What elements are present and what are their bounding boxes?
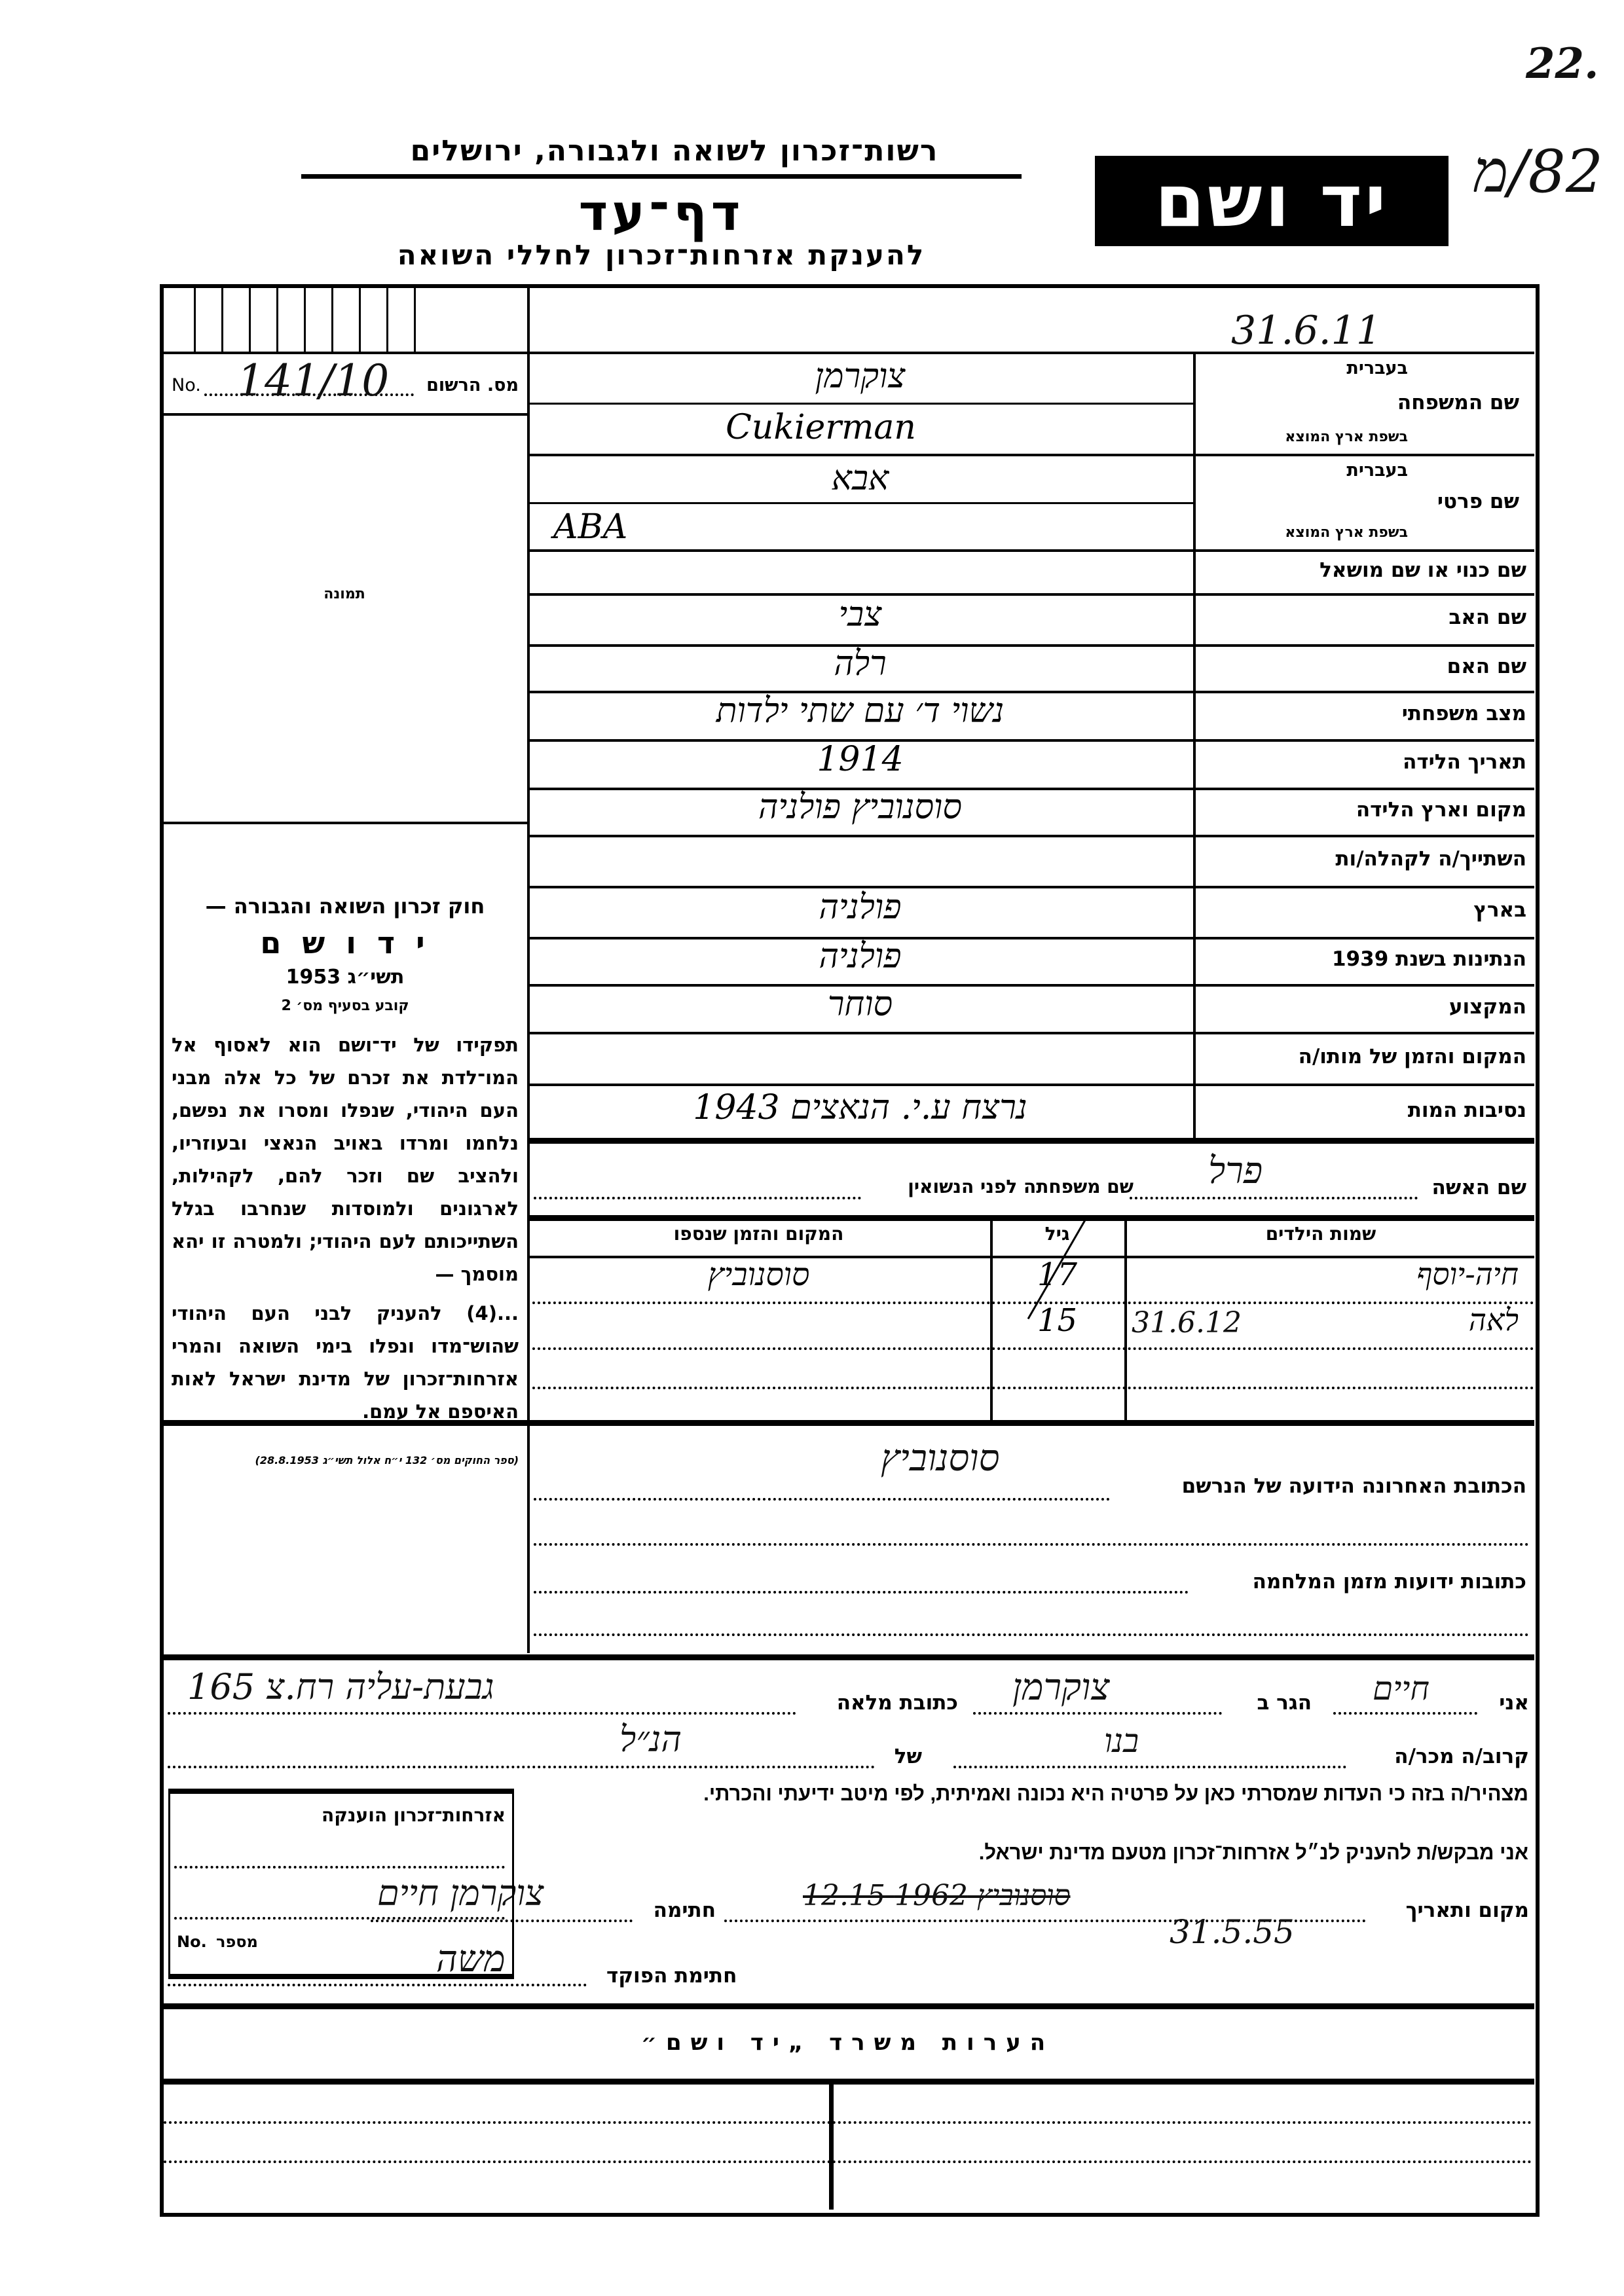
header-underline: [301, 174, 1022, 179]
resides-label: הגר ב: [1257, 1691, 1312, 1715]
dotted-line: [168, 1712, 796, 1715]
place-date-crossed-out: סוסנוביץ 1962 12.15: [803, 1879, 1071, 1912]
authority-name: רשות־זכרון לשואה ולגבורה, ירושלים: [410, 134, 939, 168]
given_name-hebrew-value[interactable]: אבא: [831, 459, 889, 498]
surname-hebrew-label: בעברית: [1346, 358, 1408, 378]
citizenship-no-label: No.: [177, 1933, 207, 1951]
given_name-label: שם פרטי: [1437, 490, 1519, 513]
tick-boxes: [161, 285, 528, 352]
place-date-value: 31.5.55: [1170, 1913, 1295, 1951]
form-row[interactable]: [527, 788, 1534, 835]
form-row[interactable]: [527, 644, 1534, 691]
yad-vashem-logo: [1095, 156, 1449, 246]
divider: [161, 2079, 1534, 2085]
divider: [527, 502, 1193, 504]
registration-number-value: 141/10: [237, 355, 390, 406]
surname-hebrew-value[interactable]: צוקרמן: [815, 357, 906, 396]
surname-label: שם המשפחה: [1397, 391, 1519, 414]
officer-signature-value: משה: [436, 1938, 506, 1980]
signature-label: חתימה: [653, 1899, 716, 1922]
notes-column-divider: [829, 2082, 834, 2210]
law-title: חוק זכרון השואה והגבורה —: [205, 894, 485, 919]
tick-box-divider: [304, 285, 306, 352]
photo-label: תמונה: [323, 586, 365, 602]
form-title: דף־עד: [578, 183, 745, 242]
wartime-address-label: כתובות ידועות מזמן המלחמה: [1252, 1570, 1526, 1594]
resides-value: צוקרמן: [1012, 1666, 1110, 1709]
law-year: תשי״ג 1953: [286, 966, 405, 989]
tick-box-divider: [359, 285, 361, 352]
law-excerpt: [172, 894, 519, 1467]
full-address-value: גבעת-עליה רח.צ 165: [187, 1666, 494, 1707]
row-value: 1914: [817, 740, 904, 779]
row-value: רלה: [834, 644, 887, 683]
last-address-label: הכתובת האחרונה הידועה של הנרשם: [1181, 1474, 1526, 1498]
law-paragraph-2: ...(4) להעניק לבני העם היהודי שהוש־מדו ונפלו בימי השואה והמרי אזרחות־זכרון של מדינת ישראל לאות האיספם אל עמם.: [172, 1302, 519, 1423]
signature-value: צוקרמן חיים: [377, 1872, 544, 1914]
citizenship-granted-box: [168, 1789, 514, 1979]
surname-native-value[interactable]: Cukierman: [726, 408, 916, 447]
divider: [527, 1215, 1534, 1221]
children-age-header: גיל: [1044, 1223, 1070, 1245]
row-label: תאריך הלידה: [1403, 750, 1526, 774]
row-label: המקום והזמן של מותו/ה: [1298, 1044, 1526, 1068]
dotted-line: [534, 1543, 1529, 1546]
row-value: סוסנוביץ פולניה: [758, 788, 962, 827]
dotted-line: [534, 1498, 1110, 1501]
tick-box-divider: [414, 285, 416, 352]
declarant-name: חיים: [1373, 1669, 1430, 1707]
top-date: 31.6.11: [1231, 308, 1382, 354]
row-label: מקום וארץ הלידה: [1356, 798, 1526, 822]
children-place-header: המקום והזמן שנספו: [673, 1223, 844, 1245]
relative-value: בנו: [1104, 1722, 1139, 1760]
registration-label: מס. הרשום: [426, 375, 519, 395]
of-label: של: [894, 1745, 922, 1768]
dotted-line: [534, 1197, 861, 1199]
row-label: מצב משפחתי: [1401, 702, 1526, 725]
law-name: י ד ו ש ם: [260, 925, 430, 960]
tick-box-divider: [386, 285, 388, 352]
child-row[interactable]: [527, 1387, 1534, 1420]
dotted-line: [1130, 1197, 1418, 1199]
form-row[interactable]: [527, 1084, 1534, 1139]
form-row[interactable]: [527, 549, 1534, 593]
given_name-native-label: בשפת ארץ המוצא: [1285, 524, 1408, 541]
child-place-of-death: סוסנוביץ: [707, 1256, 810, 1293]
dotted-line: [174, 1917, 505, 1920]
declaration-request: אני מבקש/ת להעניק לנ״ל אזרחות־זכרון מטעם מדינת ישראל.: [978, 1841, 1528, 1864]
notes-title: הערות משרד „יד ושם״: [640, 2030, 1055, 2056]
child-row[interactable]: [527, 1347, 1534, 1387]
tick-box-divider: [276, 285, 278, 352]
wife-value: פרל: [1208, 1150, 1263, 1192]
row-value: נרצח ע.י. הנאצים 1943: [693, 1087, 1027, 1127]
logo-text: יד ושם: [1154, 159, 1389, 243]
children-names-header: שמות הילדים: [1265, 1223, 1376, 1245]
divider: [161, 822, 528, 824]
row-label: הנתינות בשנת 1939: [1331, 947, 1526, 971]
child-row[interactable]: [527, 1302, 1534, 1347]
form-row[interactable]: [527, 835, 1534, 886]
tick-box-divider: [221, 285, 223, 352]
child-name: לאה: [1468, 1302, 1519, 1338]
dotted-line: [953, 1766, 1346, 1768]
row-value: נשוי ד׳ עם שתי ילדות: [716, 691, 1005, 731]
surname-native-label: בשפת ארץ המוצא: [1285, 429, 1408, 445]
notes-line[interactable]: [164, 2121, 1532, 2124]
row-label: שם האם: [1447, 654, 1526, 678]
row-label: נסיבות המות: [1407, 1098, 1526, 1122]
citizenship-number-label: מספר: [216, 1933, 258, 1951]
row-value: צבי: [838, 595, 882, 634]
dotted-line: [174, 1866, 505, 1868]
citizenship-box-title: אזרחות־זכרון הוענקה: [322, 1804, 506, 1826]
child-age: 17: [1037, 1256, 1078, 1293]
form-subtitle: להענקת אזרחות־זכרון לחללי השואה: [397, 239, 926, 271]
registration-number-field[interactable]: [172, 355, 519, 406]
row-value: סוחר: [827, 984, 893, 1024]
maiden-name-label: שם משפחתה לפני הנשואין: [908, 1176, 1134, 1197]
form-row[interactable]: [527, 937, 1534, 984]
given_name-hebrew-label: בעברית: [1346, 460, 1408, 481]
law-citation: (ספר החוקים מס׳ 132 י״ח אלול תשי״ג 28.8.1953): [255, 1454, 519, 1467]
form-row[interactable]: [527, 593, 1534, 644]
row-label: בארץ: [1473, 898, 1526, 922]
of-value: הנ״ל: [619, 1719, 682, 1760]
row-label: השתייך/ה לקהלה/ות: [1335, 847, 1526, 871]
last-address-field[interactable]: [527, 1427, 1534, 1506]
form-row[interactable]: [527, 984, 1534, 1032]
margin-note-file: 82/מ: [1473, 137, 1604, 206]
dotted-line: [168, 1766, 875, 1768]
notes-line[interactable]: [164, 2160, 1532, 2163]
divider: [161, 413, 528, 416]
dotted-line: [1333, 1712, 1477, 1715]
dotted-line: [534, 1633, 1529, 1636]
declaration-statement: מצהיר/ה בזה כי העדות שמסרתי כאן על פרטיה היא נכונה ואמיתית, לפי מיטב ידיעתי והכרתי.: [703, 1782, 1528, 1805]
margin-note-number: 22.: [1526, 39, 1599, 88]
row-label: שם כנוי או שם מושאל: [1320, 558, 1526, 582]
last-address-value: סוסנוביץ: [881, 1437, 1000, 1480]
divider: [161, 1654, 1534, 1660]
divider: [161, 2003, 1534, 2009]
divider: [161, 1420, 1534, 1426]
law-clause: קובע בסעיף מס׳ 2: [281, 998, 409, 1014]
child-row[interactable]: [527, 1256, 1534, 1302]
address-label: כתובת מלאה: [836, 1691, 958, 1715]
dotted-line: [168, 1984, 587, 1986]
wife-field[interactable]: [527, 1143, 1534, 1215]
relative-label: קרוב/ה מכר/ה: [1394, 1745, 1529, 1768]
tick-box-divider: [249, 285, 251, 352]
form-row[interactable]: [527, 1032, 1534, 1084]
tick-box-divider: [194, 285, 196, 352]
declarant-line[interactable]: [161, 1666, 1534, 1719]
wartime-address-field[interactable]: [527, 1558, 1534, 1604]
row-value: פולניה: [819, 888, 902, 927]
form-row[interactable]: [527, 691, 1534, 739]
relationship-line[interactable]: [161, 1719, 1534, 1771]
given_name-native-value[interactable]: ABA: [553, 507, 628, 547]
row-label: שם האב: [1449, 606, 1526, 629]
row-value: פולניה: [819, 937, 902, 976]
child-age: 15: [1037, 1302, 1078, 1339]
law-paragraph-1: תפקידו של יד־ושם הוא לאסוף אל המו־לדת את זכרם של כל אלה מבני העם היהודי, שנפלו ומסרו את נפשם, נלחמו ומרדו באויב הנאצי ובעוזריו, ולהציב שם וזכר להם, לקהילות, לארגונים ולמוסדות שנחרבו בגלל השתייכותם לעם היהודי; ולמטרה זו יהא מוסמך —: [172, 1034, 519, 1285]
children-annotation: 31.6.12: [1132, 1306, 1242, 1339]
divider: [527, 454, 1534, 456]
place-date-label: מקום ותאריך: [1405, 1899, 1529, 1922]
dotted-line: [534, 1591, 1189, 1594]
i-label: אני: [1499, 1691, 1529, 1715]
form-row[interactable]: [527, 886, 1534, 937]
wife-label: שם האשה: [1431, 1176, 1526, 1199]
officer-signature-label: חתימת הפוקד: [606, 1964, 737, 1988]
dotted-line: [973, 1712, 1222, 1715]
registration-no-label: No.: [172, 375, 201, 395]
form-row[interactable]: [527, 739, 1534, 788]
tick-box-divider: [331, 285, 333, 352]
row-label: המקצוע: [1449, 994, 1526, 1019]
child-name: חיה-יוסף: [1416, 1256, 1519, 1292]
divider: [527, 403, 1193, 405]
